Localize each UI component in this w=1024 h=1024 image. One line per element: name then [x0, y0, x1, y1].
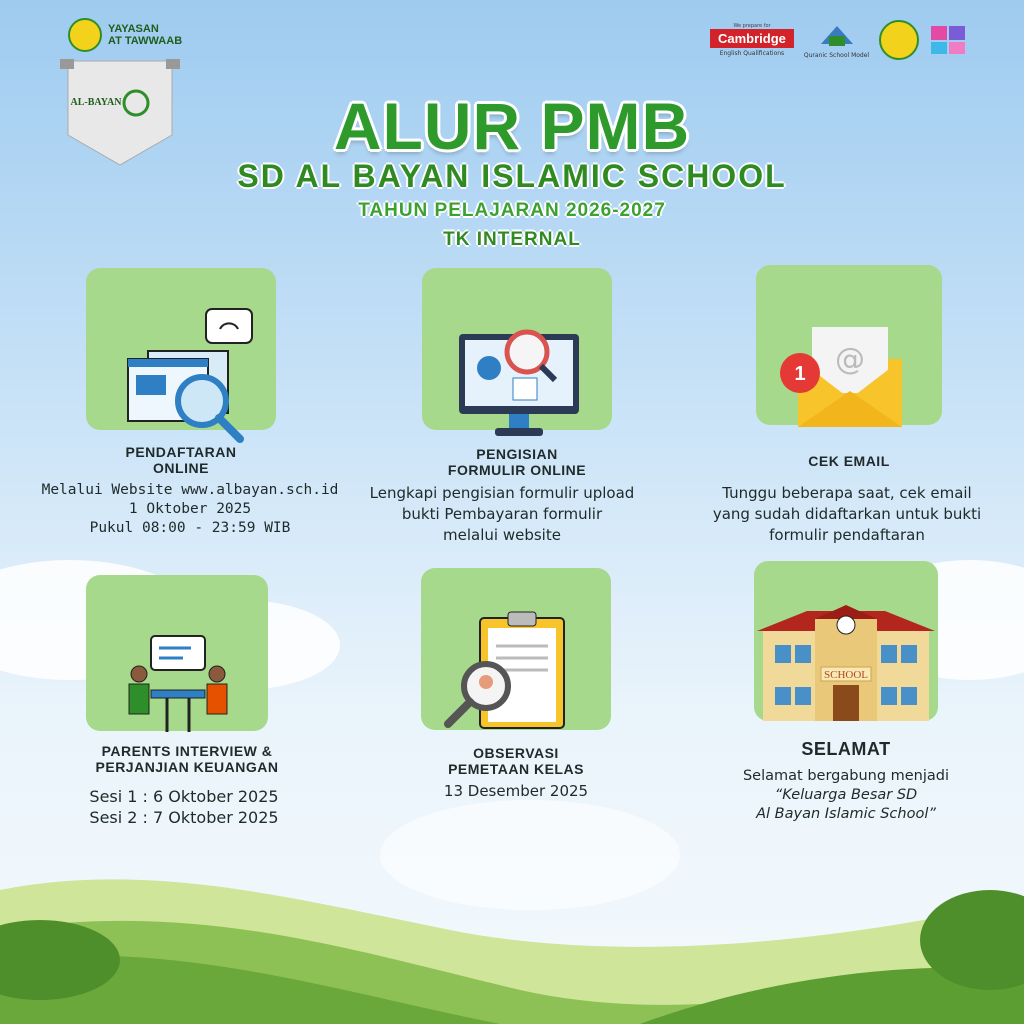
step-5-title-line1: OBSERVASI [473, 745, 559, 761]
step-4-title-line2: PERJANJIAN KEUANGAN [95, 759, 279, 775]
monitor-search-icon [455, 326, 585, 438]
step-6-desc-line1: Selamat bergabung menjadi [742, 768, 950, 784]
step-1-desc-line3: Pukul 08:00 - 23:59 WIB [89, 520, 291, 536]
step-1-title-line1: PENDAFTARAN [125, 444, 237, 460]
step-5-title [421, 745, 611, 777]
track-label: TK INTERNAL [443, 229, 581, 250]
quran-book-icon [817, 22, 857, 50]
step-6-title [754, 739, 938, 759]
step-3-title-line1: CEK EMAIL [808, 453, 890, 469]
step-5-desc-line1: 13 Desember 2025 [443, 782, 589, 800]
step-4-title [66, 743, 308, 775]
quranic-label: Quranic School Model [803, 51, 870, 59]
step-3-desc-line2: yang sudah didaftarkan untuk bukti [712, 505, 982, 523]
email-envelope-icon [778, 325, 904, 429]
cambridge-brand: Cambridge [710, 29, 794, 48]
step-6-desc [700, 767, 992, 824]
school-building-icon [757, 605, 935, 723]
cambridge-top: We prepare for [733, 23, 771, 29]
puzzle-icon [929, 22, 969, 58]
step-3-desc [682, 483, 1012, 546]
step-2-title-line1: PENGISIAN [476, 446, 558, 462]
step-4-desc [56, 786, 312, 828]
foundation-logo [68, 18, 182, 52]
step-1-desc-line2: 1 Oktober 2025 [128, 501, 252, 517]
seal-icon [879, 20, 919, 60]
school-name: SD AL BAYAN ISLAMIC SCHOOL [237, 158, 787, 194]
step-1-title-line2: ONLINE [153, 460, 209, 476]
step-4-desc-line1: Sesi 1 : 6 Oktober 2025 [89, 787, 279, 806]
quranic-logo [804, 22, 869, 59]
step-3-desc-line1: Tunggu beberapa saat, cek email [722, 484, 972, 502]
email-badge-count: 1 [794, 363, 806, 385]
step-2-title-line2: FORMULIR ONLINE [447, 462, 587, 478]
page-title: ALUR PMB [333, 89, 691, 163]
interview-meeting-icon [125, 632, 235, 736]
step-3-desc-line3: formulir pendaftaran [769, 526, 925, 544]
step-4-title-line1: PARENTS INTERVIEW & [101, 743, 273, 759]
search-web-icon [120, 305, 260, 445]
cambridge-bottom: English Qualifications [719, 50, 785, 57]
school-sign: SCHOOL [823, 669, 869, 681]
step-2-desc-line3: melalui website [443, 526, 561, 544]
foundation-line1: YAYASAN [108, 23, 159, 35]
step-6-title-line1: SELAMAT [801, 739, 891, 759]
clipboard-search-icon [440, 610, 570, 736]
step-1-title [86, 444, 276, 476]
step-5-desc [421, 781, 611, 802]
step-6-desc-line3: Al Bayan Islamic School” [756, 806, 936, 822]
foundation-emblem-icon [68, 18, 102, 52]
step-4-desc-line2: Sesi 2 : 7 Oktober 2025 [89, 808, 279, 827]
svg-text:@: @ [835, 342, 865, 377]
academic-year: TAHUN PELAJARAN 2026-2027 [358, 200, 666, 221]
step-2-desc-line2: bukti Pembayaran formulir [401, 505, 603, 523]
cambridge-logo [710, 23, 794, 57]
step-3-title [756, 453, 942, 469]
step-2-desc-line1: Lengkapi pengisian formulir upload [369, 484, 635, 502]
step-2-desc [352, 483, 652, 546]
step-1-desc-line1: Melalui Website www.albayan.sch.id [41, 482, 339, 498]
school-badge-text: AL-BAYAN [70, 97, 122, 108]
partner-logos [710, 20, 969, 60]
step-1-desc [40, 481, 340, 538]
step-6-desc-line2: “Keluarga Besar SD [774, 787, 918, 803]
step-2-title [422, 446, 612, 478]
step-5-title-line2: PEMETAAN KELAS [448, 761, 584, 777]
foundation-line2: AT TAWWAAB [108, 35, 183, 47]
